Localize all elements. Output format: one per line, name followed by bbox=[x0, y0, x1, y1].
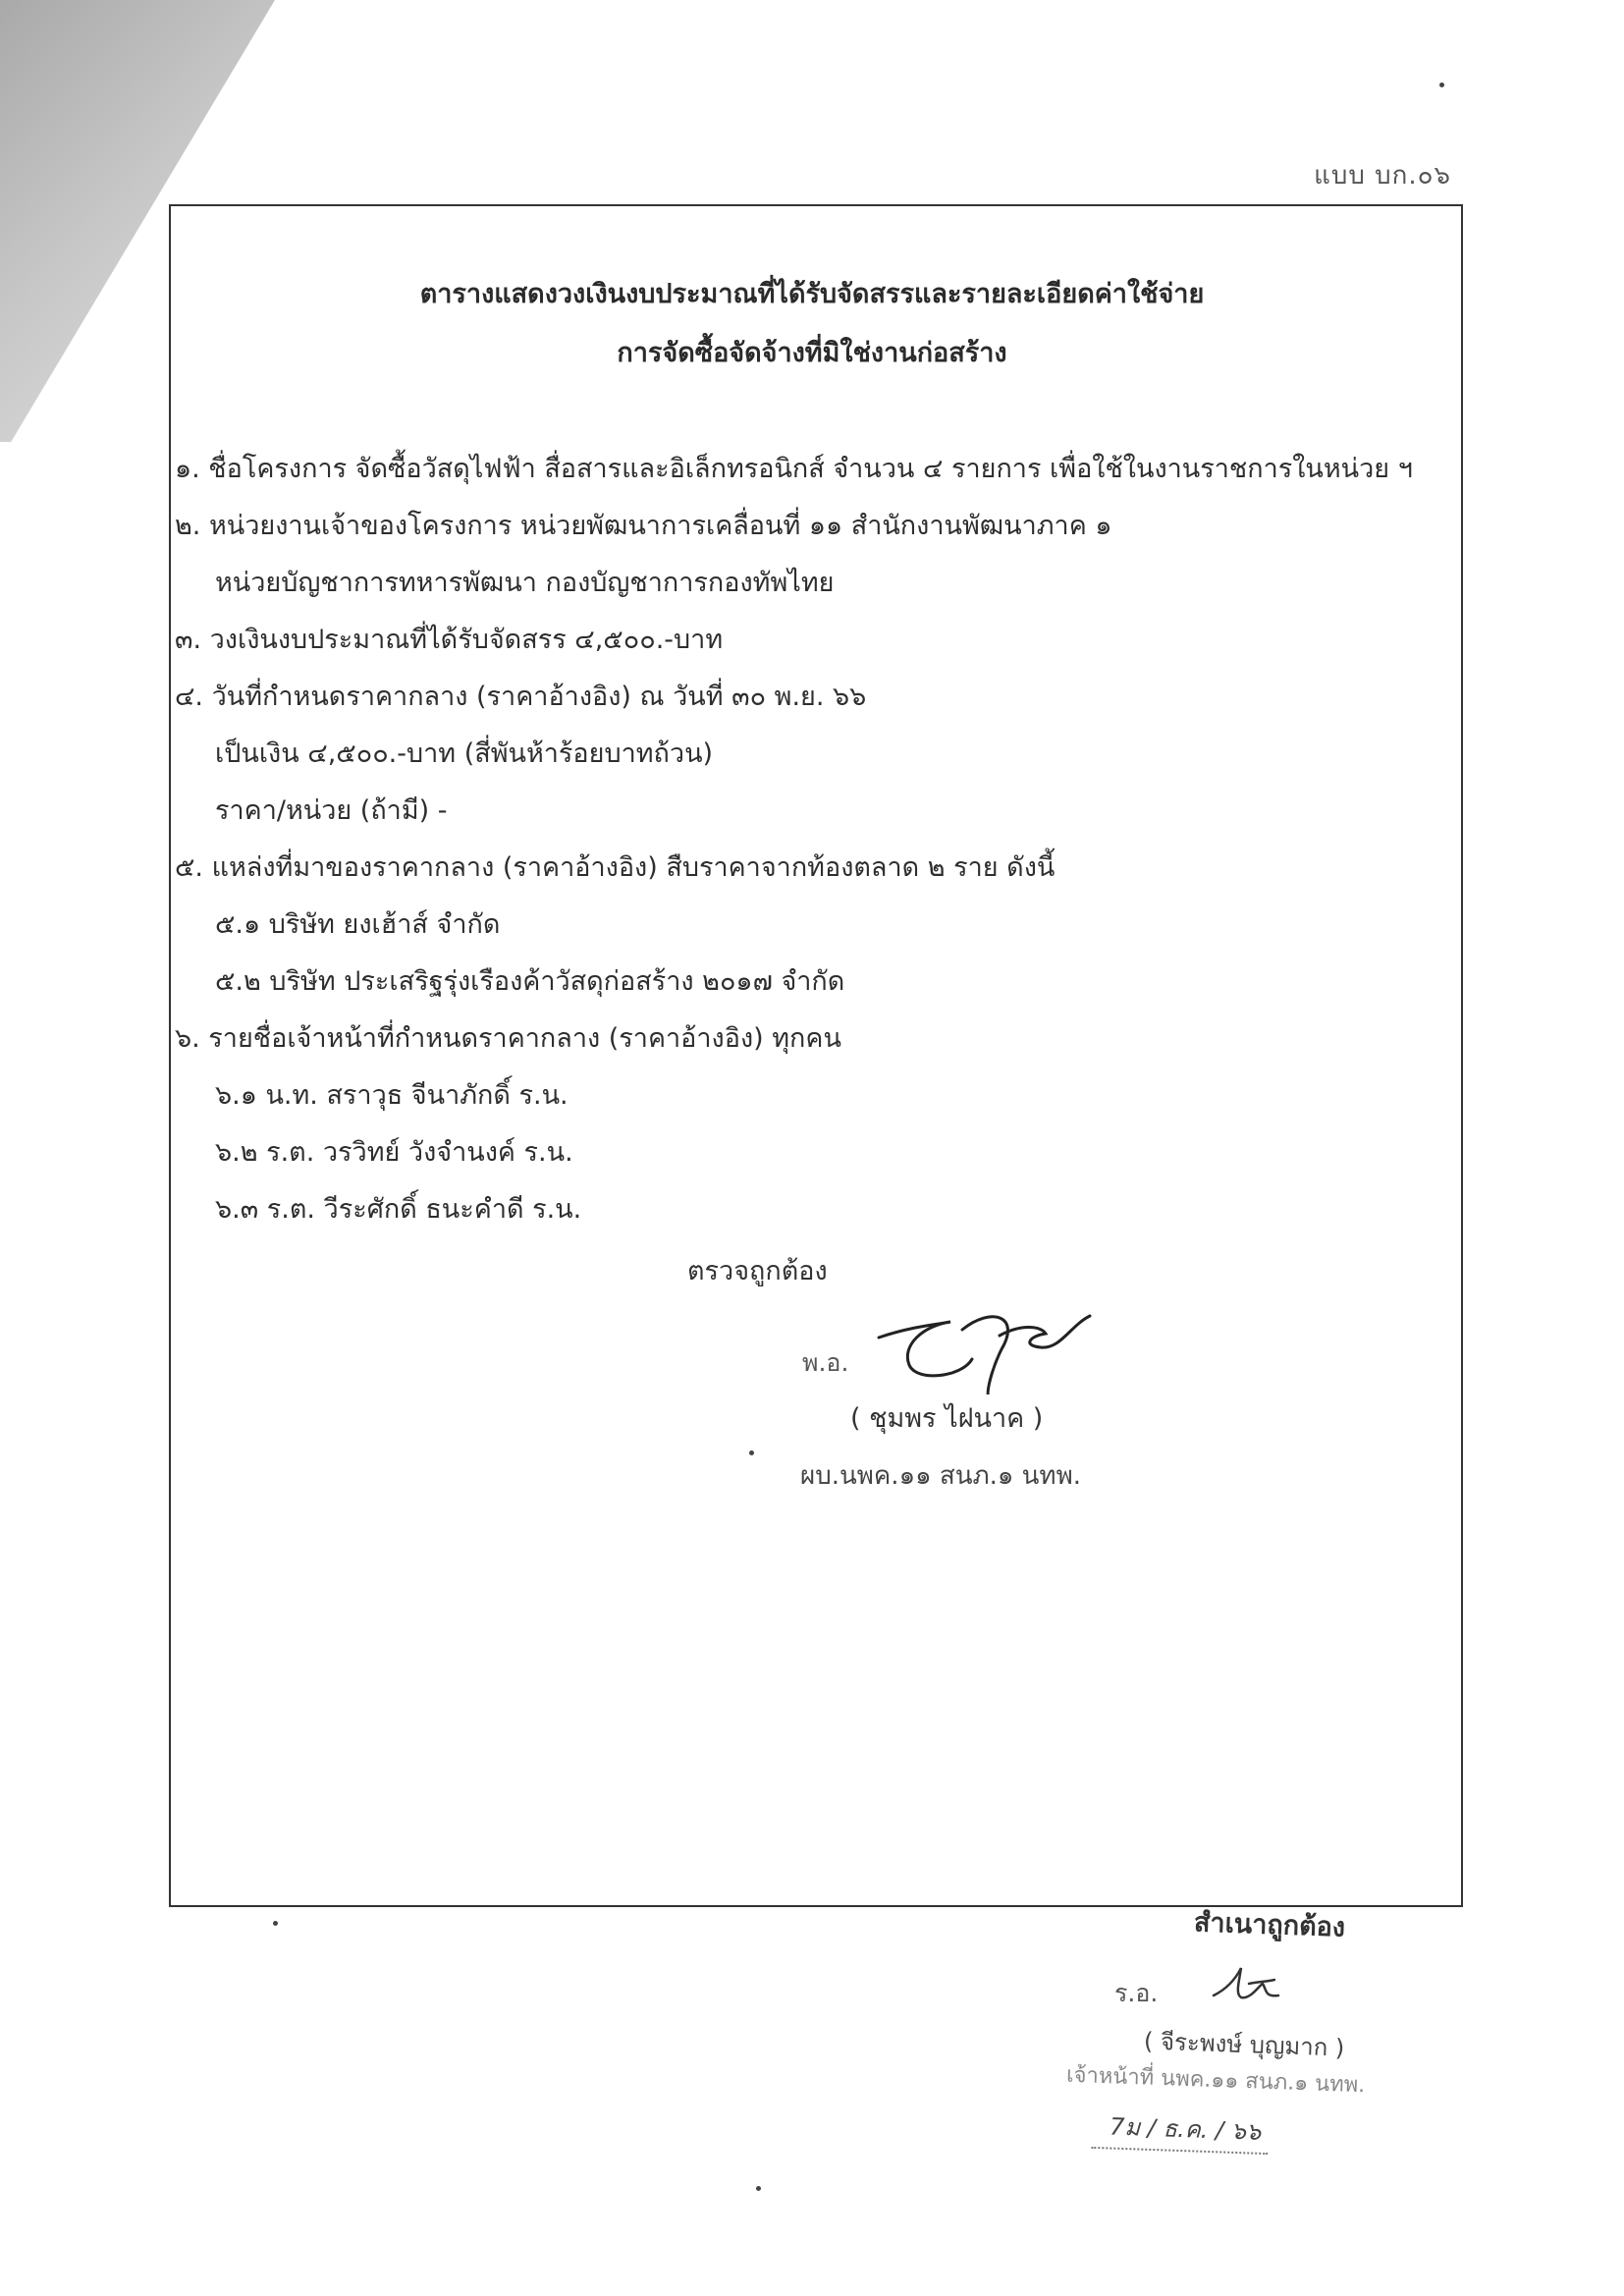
verifier-signature bbox=[874, 1286, 1100, 1398]
item-project-name: ๑. ชื่อโครงการ จัดซื้อวัสดุไฟฟ้า สื่อสารและอิเล็กทรอนิกส์ จำนวน ๔ รายการ เพื่อใช้ในงานราชการในหน่วย ฯ bbox=[175, 454, 1413, 484]
item-official-2: ๖.๒ ร.ต. วรวิทย์ วังจำนงค์ ร.น. bbox=[215, 1137, 573, 1168]
scan-speck bbox=[749, 1450, 754, 1455]
document-title-line2: การจัดซื้อจัดจ้างที่มิใช่งานก่อสร้าง bbox=[617, 338, 1007, 368]
verifier-position: ผบ.นพค.๑๑ สนภ.๑ นทพ. bbox=[800, 1461, 1081, 1491]
certifier-rank: ร.อ. bbox=[1114, 1979, 1159, 2007]
item-official-3: ๖.๓ ร.ต. วีระศักดิ์ ธนะคำดี ร.น. bbox=[215, 1194, 582, 1225]
item-officials: ๖. รายชื่อเจ้าหน้าที่กำหนดราคากลาง (ราคาอ้างอิง) ทุกคน bbox=[175, 1023, 841, 1054]
certifier-name: ( จีระพงษ์ บุญมาก ) bbox=[1143, 2027, 1345, 2062]
certifier-position: เจ้าหน้าที่ นพค.๑๑ สนภ.๑ นทพ. bbox=[1065, 2062, 1366, 2099]
item-price-source: ๕. แหล่งที่มาของราคากลาง (ราคาอ้างอิง) สืบราคาจากท้องตลาด ๒ ราย ดังนี้ bbox=[175, 852, 1056, 883]
scan-speck bbox=[273, 1921, 278, 1926]
item-source-1: ๕.๑ บริษัท ยงเฮ้าส์ จำกัด bbox=[215, 909, 501, 940]
item-source-2: ๕.๒ บริษัท ประเสริฐรุ่งเรืองค้าวัสดุก่อสร้าง ๒๐๑๗ จำกัด bbox=[215, 966, 845, 997]
verifier-name: ( ชุมพร ไฝนาค ) bbox=[850, 1403, 1044, 1434]
item-reference-date: ๔. วันที่กำหนดราคากลาง (ราคาอ้างอิง) ณ วันที่ ๓๐ พ.ย. ๖๖ bbox=[175, 682, 867, 712]
item-amount: เป็นเงิน ๔,๕๐๐.-บาท (สี่พันห้าร้อยบาทถ้วน) bbox=[215, 738, 714, 769]
document-title-line1: ตารางแสดงวงเงินงบประมาณที่ได้รับจัดสรรและรายละเอียดค่าใช้จ่าย bbox=[419, 279, 1205, 309]
form-code: แบบ บก.๐๖ bbox=[1314, 161, 1451, 191]
certified-copy-date: 7ม / ธ.ค. / ๖๖ bbox=[1091, 2106, 1270, 2155]
verification-heading: ตรวจถูกต้อง bbox=[687, 1256, 828, 1286]
certified-copy-heading: สำเนาถูกต้อง bbox=[1193, 1907, 1346, 1943]
verifier-rank: พ.อ. bbox=[802, 1348, 849, 1377]
item-owner-unit: ๒. หน่วยงานเจ้าของโครงการ หน่วยพัฒนาการเคลื่อนที่ ๑๑ สำนักงานพัฒนาภาค ๑ bbox=[175, 511, 1112, 541]
certifier-signature bbox=[1206, 1960, 1294, 2013]
scan-speck bbox=[1439, 82, 1444, 87]
item-official-1: ๖.๑ น.ท. สราวุธ จีนาภักดิ์ ร.น. bbox=[215, 1080, 568, 1111]
item-owner-unit-cont: หน่วยบัญชาการทหารพัฒนา กองบัญชาการกองทัพไทย bbox=[215, 568, 835, 598]
scan-speck bbox=[756, 2186, 761, 2191]
item-budget: ๓. วงเงินงบประมาณที่ได้รับจัดสรร ๔,๕๐๐.-บาท bbox=[175, 625, 724, 655]
item-unit-price: ราคา/หน่วย (ถ้ามี) - bbox=[215, 795, 448, 826]
